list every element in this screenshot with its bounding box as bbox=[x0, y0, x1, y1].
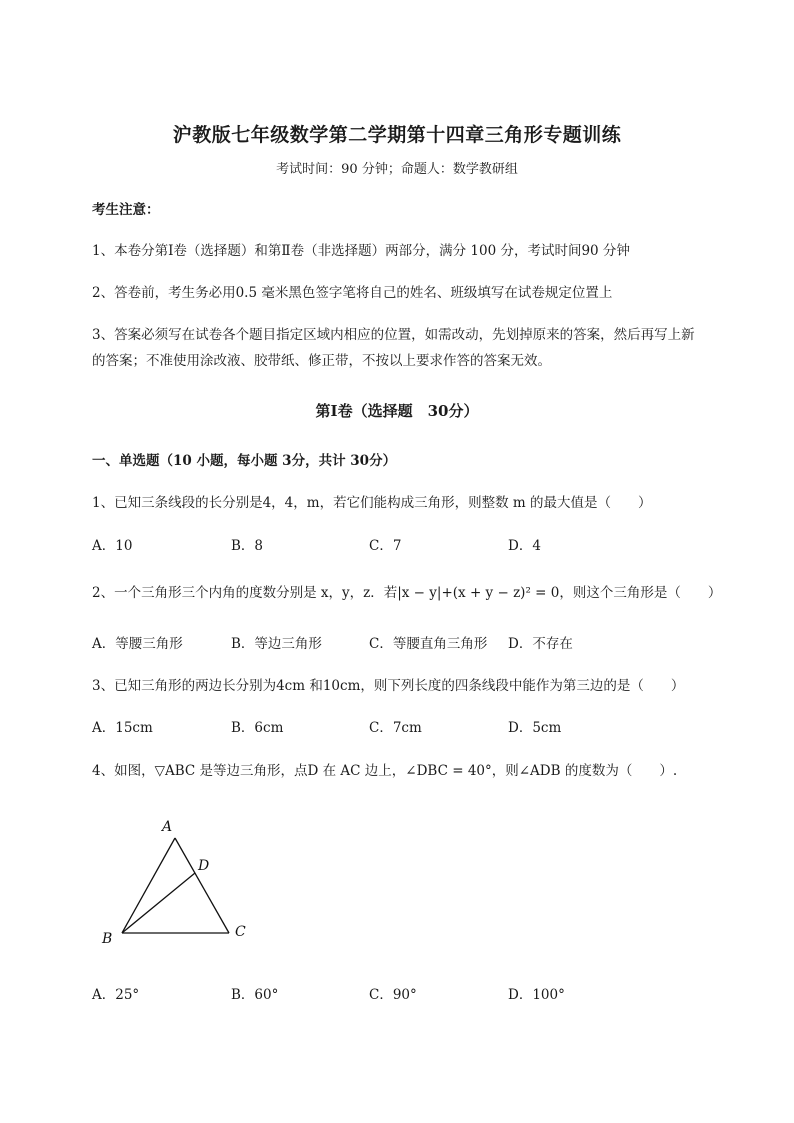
option-c: C．等腰直角三角形 bbox=[369, 636, 488, 652]
vertex-label-c: C bbox=[235, 924, 246, 940]
page-title: 沪教版七年级数学第二学期第十四章三角形专题训练 bbox=[172, 124, 622, 146]
notice-item: 2、答卷前，考生务必用0.5 毫米黑色签字笔将自己的姓名、班级填写在试卷规定位置上 bbox=[92, 285, 613, 301]
page-subtitle: 考试时间：90 分钟；命题人：数学教研组 bbox=[276, 162, 518, 177]
notice-heading: 考生注意： bbox=[92, 202, 160, 218]
question-stem: 4、如图，▽ABC 是等边三角形，点D 在 AC 边上，∠DBC = 40°，则∠ADB 的度数为（ ）. bbox=[92, 763, 678, 779]
segment-bd bbox=[122, 873, 195, 933]
triangle-figure bbox=[95, 812, 265, 952]
option-b: B．等边三角形 bbox=[231, 636, 322, 652]
vertex-label-a: A bbox=[162, 819, 173, 835]
option-a: A．10 bbox=[92, 538, 133, 554]
question-stem: 1、已知三条线段的长分别是4，4，m，若它们能构成三角形，则整数 m 的最大值是（ ） bbox=[92, 495, 652, 511]
option-a: A．25° bbox=[92, 987, 140, 1003]
option-d: D．5cm bbox=[508, 720, 562, 736]
question-stem: 3、已知三角形的两边长分别为4cm 和10cm，则下列长度的四条线段中能作为第三边的是（ ） bbox=[92, 678, 685, 694]
option-a: A．等腰三角形 bbox=[92, 636, 183, 652]
side-ab bbox=[122, 838, 175, 933]
vertex-label-d: D bbox=[198, 858, 210, 874]
vertex-label-b: B bbox=[102, 931, 113, 947]
question-stem: 2、一个三角形三个内角的度数分别是 x，y，z．若|x − y|+(x + y − z)² = 0，则这个三角形是（ ） bbox=[92, 585, 722, 601]
notice-item: 3、答案必须写在试卷各个题目指定区域内相应的位置，如需改动，先划掉原来的答案，然后再写上新 bbox=[92, 327, 695, 343]
option-b: B．8 bbox=[231, 538, 264, 554]
option-a: A．15cm bbox=[92, 720, 153, 736]
notice-item: 1、本卷分第Ⅰ卷（选择题）和第Ⅱ卷（非选择题）两部分，满分 100 分，考试时间90 分钟 bbox=[92, 243, 630, 259]
section-title: 第Ⅰ卷（选择题 30分） bbox=[315, 402, 479, 420]
option-d: D．100° bbox=[508, 987, 565, 1003]
part-heading: 一、单选题（10 小题，每小题 3分，共计 30分） bbox=[92, 453, 397, 469]
side-ac bbox=[175, 838, 229, 933]
notice-item: 的答案；不准使用涂改液、胶带纸、修正带，不按以上要求作答的答案无效。 bbox=[92, 353, 551, 369]
option-c: C．7 bbox=[369, 538, 402, 554]
option-c: C．90° bbox=[369, 987, 417, 1003]
option-d: D．4 bbox=[508, 538, 541, 554]
option-b: B．6cm bbox=[231, 720, 284, 736]
option-d: D．不存在 bbox=[508, 636, 573, 652]
option-c: C．7cm bbox=[369, 720, 422, 736]
option-b: B．60° bbox=[231, 987, 279, 1003]
